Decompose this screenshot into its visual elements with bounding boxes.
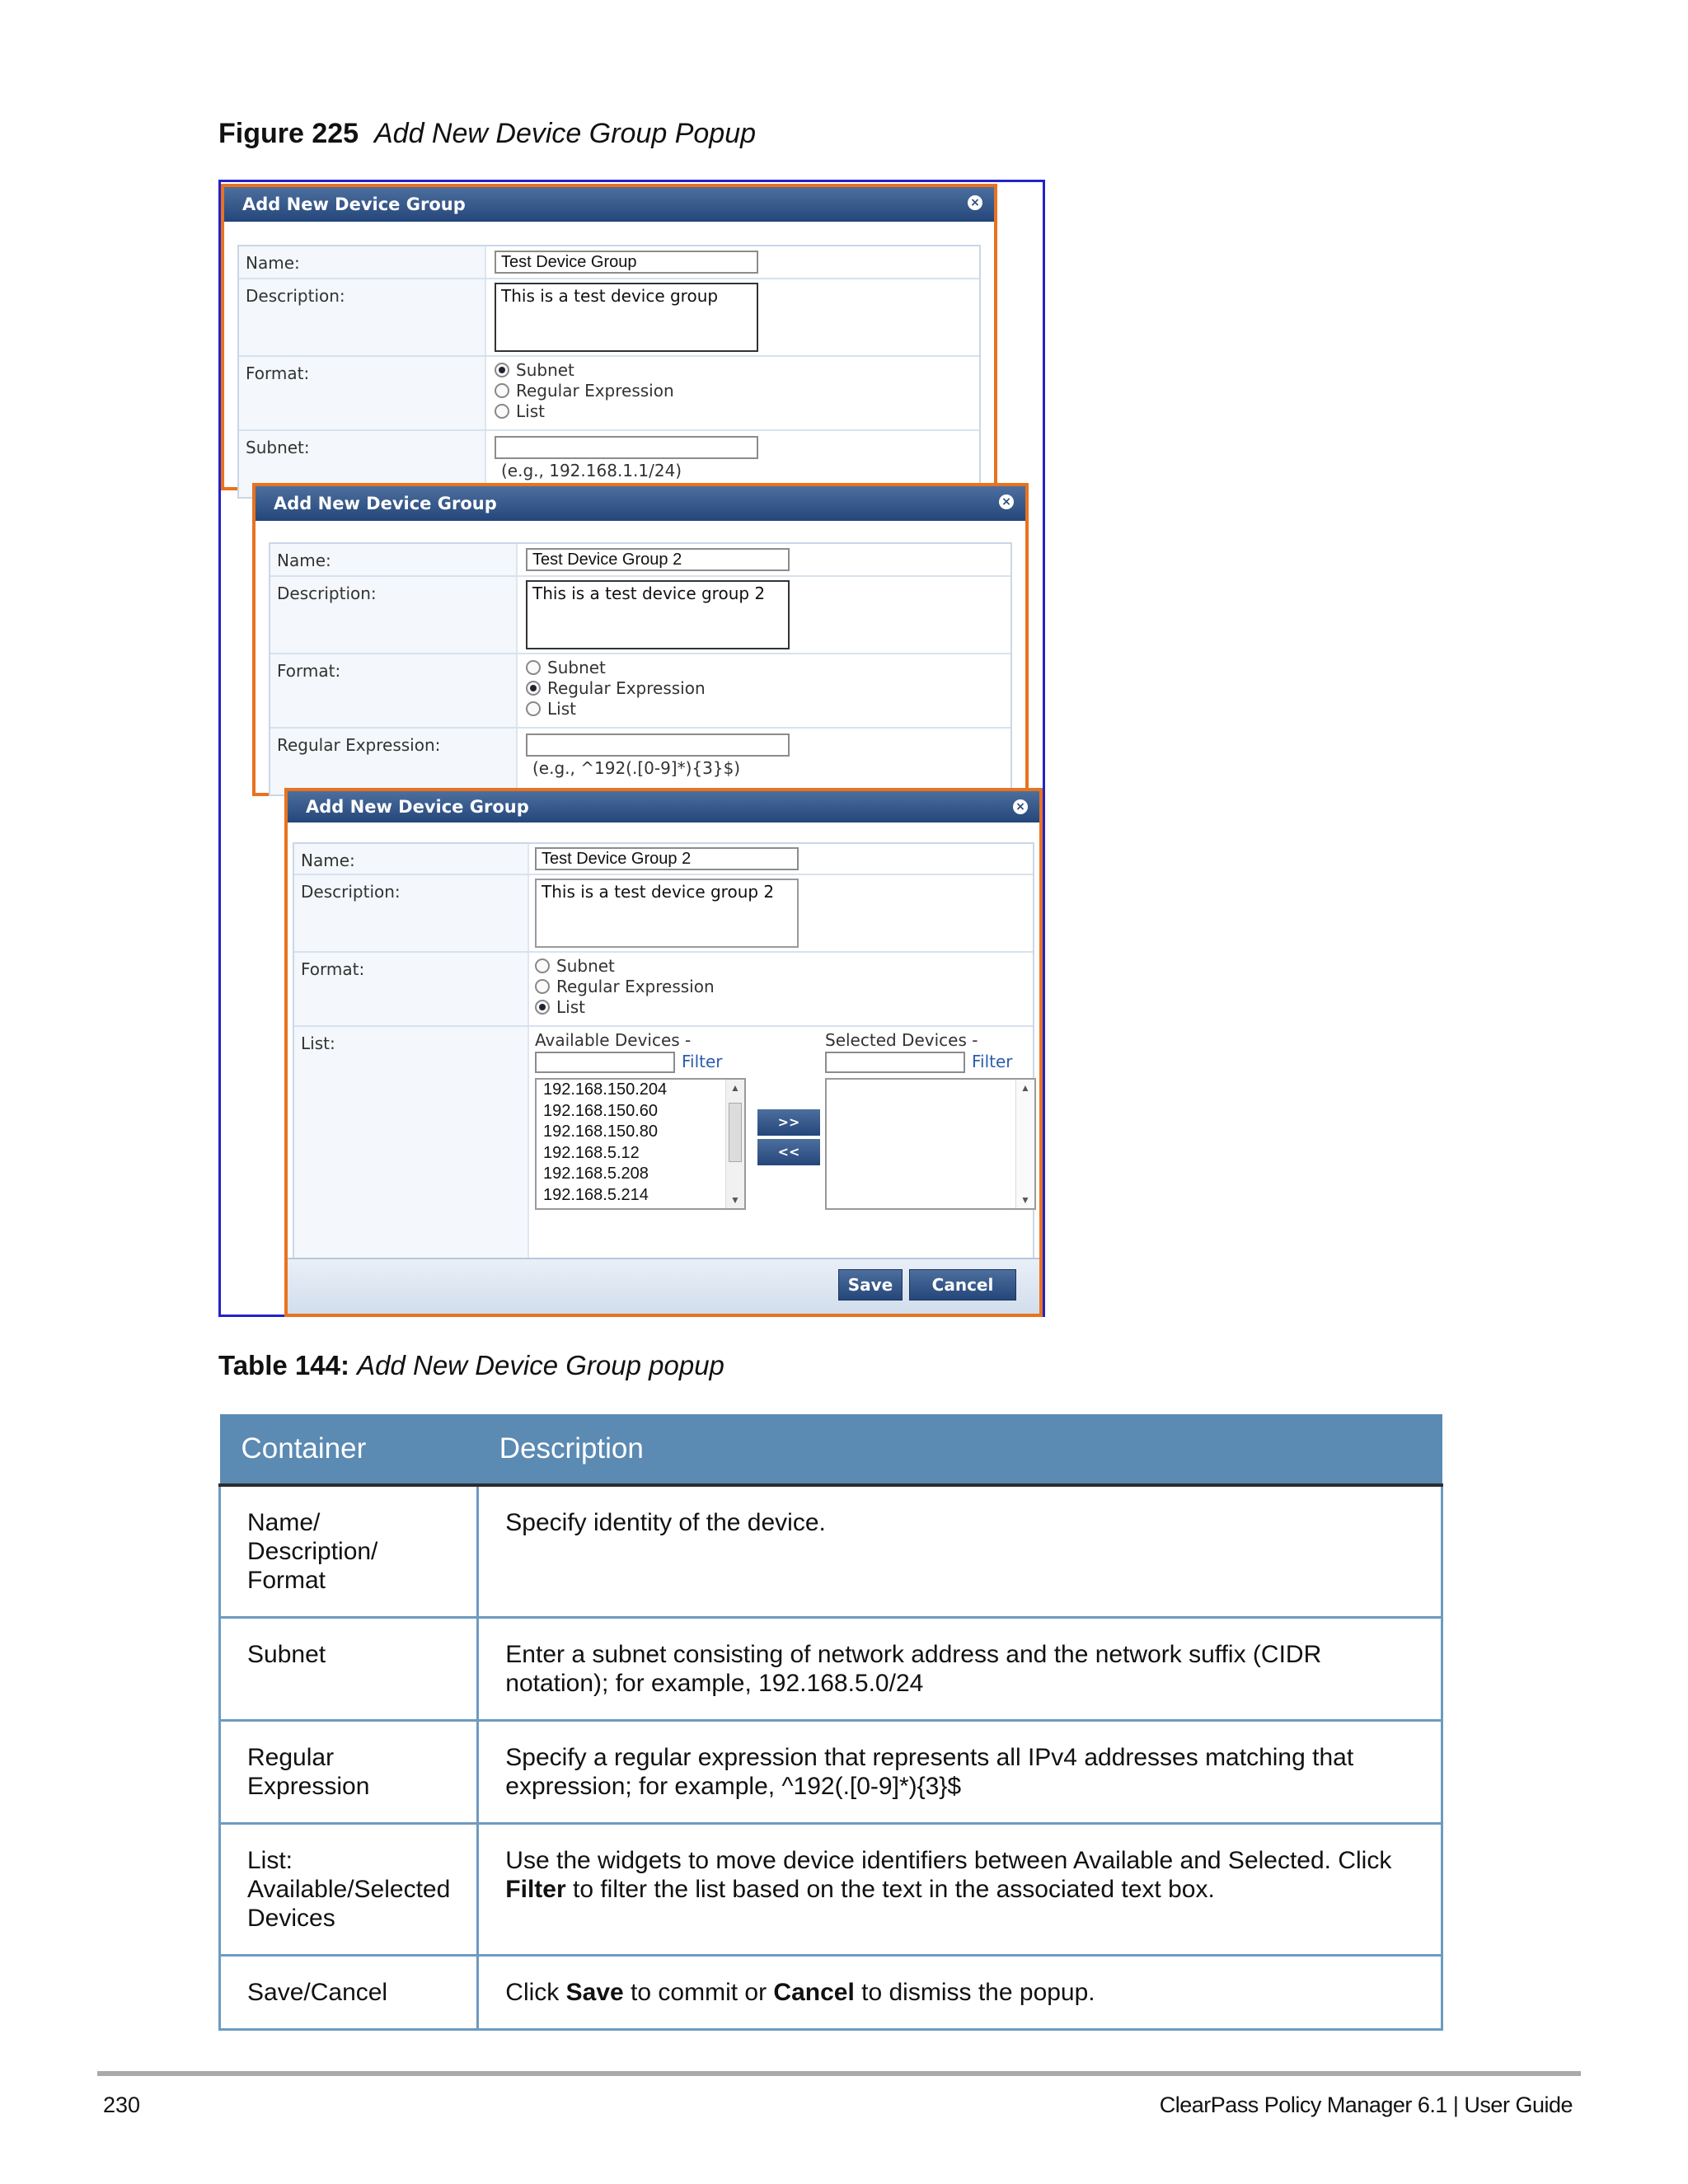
description-input[interactable]: This is a test device group 2: [535, 879, 799, 948]
table-caption: [218, 1350, 724, 1381]
regex-row: [270, 729, 1010, 794]
list-row: [294, 1027, 1033, 1268]
save-button[interactable]: Save: [838, 1269, 903, 1301]
name-label: Name:: [239, 246, 486, 278]
table-label: Table 144:: [218, 1350, 349, 1380]
format-option-subnet[interactable]: Subnet: [495, 360, 574, 381]
radio-icon[interactable]: [526, 701, 541, 716]
header-container: Container: [220, 1414, 478, 1485]
scrollbar-thumb[interactable]: [729, 1103, 742, 1162]
subnet-input[interactable]: [495, 436, 758, 459]
cell-description: Specify identity of the device.: [478, 1485, 1442, 1618]
dialog-subnet: [221, 184, 997, 490]
name-label: Name:: [270, 544, 518, 575]
document-title: ClearPass Policy Manager 6.1 | User Guide: [1159, 2093, 1573, 2117]
close-icon[interactable]: ×: [968, 195, 982, 210]
page-number: 230: [103, 2093, 141, 2117]
name-row: [239, 246, 979, 279]
description-row: [239, 279, 979, 357]
dialog-form: [237, 245, 981, 499]
list-label: List:: [294, 1027, 529, 1268]
table-title: Add New Device Group popup: [357, 1350, 724, 1380]
selected-filter-input[interactable]: [825, 1052, 965, 1073]
dialog-regex: [252, 483, 1029, 796]
close-icon[interactable]: ×: [1013, 799, 1028, 814]
description-row: [270, 577, 1010, 654]
table-header-row: [220, 1414, 1442, 1485]
table-row: [220, 1824, 1442, 1956]
name-row: [270, 544, 1010, 577]
description-input[interactable]: This is a test device group 2: [526, 580, 790, 649]
scroll-down-icon[interactable]: ▼: [730, 1194, 740, 1206]
table-row: [220, 1485, 1442, 1618]
regex-hint: (e.g., ^192(.[0-9]*){3}$): [532, 758, 741, 778]
regex-label: Regular Expression:: [270, 729, 518, 794]
format-option-regex[interactable]: Regular Expression: [495, 381, 674, 401]
figure-frame: [218, 180, 1045, 1317]
radio-icon[interactable]: [535, 979, 550, 994]
available-filter-link[interactable]: Filter: [682, 1052, 723, 1071]
format-label: Format:: [294, 953, 529, 1025]
format-option-list[interactable]: List: [535, 997, 585, 1018]
format-option-subnet[interactable]: Subnet: [535, 956, 615, 977]
list-item[interactable]: 192.168.150.80: [543, 1122, 659, 1141]
name-input[interactable]: Test Device Group: [495, 251, 758, 274]
format-option-list[interactable]: List: [495, 401, 545, 422]
description-label: Description:: [270, 577, 518, 653]
dialog-form: [293, 842, 1034, 1269]
figure-caption: [218, 118, 756, 150]
scrollbar[interactable]: [725, 1080, 744, 1208]
cell-container: Subnet: [220, 1618, 478, 1721]
move-right-button[interactable]: >>: [757, 1109, 820, 1136]
available-devices-label: Available Devices -: [535, 1030, 692, 1050]
format-option-regex[interactable]: Regular Expression: [526, 678, 706, 699]
cell-description: Use the widgets to move device identifiers between Available and Selected. Click Filter to filter the list based on the text in the associated text box.: [478, 1824, 1442, 1956]
dialog-titlebar: Add New Device Group: [256, 486, 1025, 521]
regex-input[interactable]: [526, 733, 790, 757]
table-row: [220, 1721, 1442, 1824]
description-input[interactable]: This is a test device group: [495, 283, 758, 352]
name-input[interactable]: Test Device Group 2: [526, 548, 790, 571]
cell-description: Click Save to commit or Cancel to dismiss the popup.: [478, 1956, 1442, 2030]
format-option-regex[interactable]: Regular Expression: [535, 977, 715, 997]
footer-rule: [97, 2071, 1581, 2076]
cell-description: Specify a regular expression that represents all IPv4 addresses matching that expression; for example, ^192(.[0-9]*){3}$: [478, 1721, 1442, 1824]
list-item[interactable]: 192.168.5.12: [543, 1143, 640, 1162]
cell-description: Enter a subnet consisting of network address and the network suffix (CIDR notation); for example, 192.168.5.0/24: [478, 1618, 1442, 1721]
cell-container: Name/ Description/ Format: [220, 1485, 478, 1618]
selected-filter-link[interactable]: Filter: [972, 1052, 1013, 1071]
table-row: [220, 1618, 1442, 1721]
subnet-label: Subnet:: [239, 431, 486, 497]
cancel-button[interactable]: Cancel: [909, 1269, 1016, 1301]
figure-title: Add New Device Group Popup: [373, 118, 757, 149]
scrollbar[interactable]: [1015, 1080, 1034, 1208]
radio-icon[interactable]: [535, 958, 550, 973]
description-label: Description:: [294, 875, 529, 951]
list-item[interactable]: 192.168.5.208: [543, 1165, 649, 1183]
format-option-subnet[interactable]: Subnet: [526, 658, 606, 678]
radio-icon[interactable]: [495, 383, 509, 398]
format-option-list[interactable]: List: [526, 699, 576, 719]
radio-icon[interactable]: [535, 1000, 550, 1015]
dialog-titlebar: Add New Device Group: [224, 187, 994, 222]
format-label: Format:: [270, 654, 518, 727]
dialog-titlebar: Add New Device Group: [288, 791, 1039, 823]
scroll-up-icon[interactable]: ▲: [730, 1082, 740, 1094]
list-item[interactable]: 192.168.5.214: [543, 1185, 649, 1204]
available-filter-input[interactable]: [535, 1052, 675, 1073]
cell-container: List: Available/Selected Devices: [220, 1824, 478, 1956]
dialog-footer: [288, 1258, 1039, 1314]
figure-label: Figure 225: [218, 118, 359, 149]
dialog-list: [284, 788, 1043, 1317]
radio-icon[interactable]: [526, 660, 541, 675]
scroll-down-icon[interactable]: ▼: [1020, 1194, 1030, 1206]
format-label: Format:: [239, 357, 486, 429]
list-item[interactable]: 192.168.150.204: [543, 1080, 668, 1099]
move-left-button[interactable]: <<: [757, 1139, 820, 1165]
name-row: [294, 844, 1033, 875]
radio-icon[interactable]: [495, 363, 509, 377]
cell-container: Save/Cancel: [220, 1956, 478, 2030]
header-description: Description: [478, 1414, 1442, 1485]
scroll-up-icon[interactable]: ▲: [1020, 1082, 1030, 1094]
description-table: [218, 1414, 1443, 2031]
description-row: [294, 875, 1033, 953]
selected-devices-label: Selected Devices -: [825, 1030, 978, 1050]
radio-icon[interactable]: [495, 404, 509, 419]
cell-container: Regular Expression: [220, 1721, 478, 1824]
table-row: [220, 1956, 1442, 2030]
format-row: [239, 357, 979, 431]
format-row: [294, 953, 1033, 1027]
subnet-hint: (e.g., 192.168.1.1/24): [501, 461, 682, 480]
format-row: [270, 654, 1010, 729]
name-label: Name:: [294, 844, 529, 874]
radio-icon[interactable]: [526, 681, 541, 696]
dialog-form: [269, 542, 1012, 796]
available-devices-listbox[interactable]: [535, 1078, 746, 1210]
description-label: Description:: [239, 279, 486, 355]
close-icon[interactable]: ×: [999, 494, 1014, 509]
name-input[interactable]: Test Device Group 2: [535, 847, 799, 870]
list-item[interactable]: 192.168.150.60: [543, 1101, 659, 1120]
selected-devices-listbox[interactable]: [825, 1078, 1036, 1210]
